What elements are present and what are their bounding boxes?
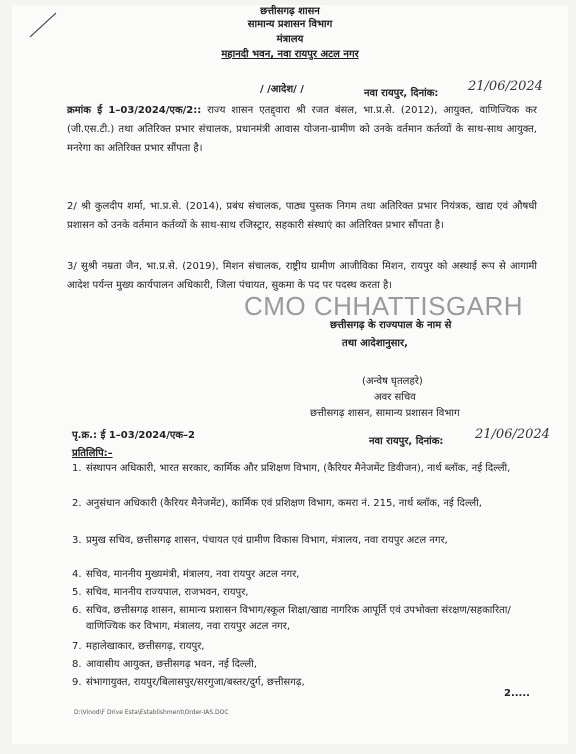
header-department: सामान्य प्रशासन विभाग	[247, 19, 333, 30]
header-govt: छत्तीसगढ़ शासन	[260, 6, 320, 17]
list-item-number: 1.	[72, 463, 82, 474]
list-item-number: 6.	[72, 605, 82, 616]
list-item-text: संस्थापन अधिकारी, भारत सरकार, कार्मिक और प्रशिक्षण विभाग, (कैरियर मैनेजमेंट डिवीजन), नार्थ ब्लॉक, नई दिल्ली,	[86, 463, 511, 474]
endorsement-handwritten-date: 21/06/2024	[475, 427, 550, 442]
governor-line-1: छत्तीसगढ़ के राज्यपाल के नाम से	[330, 320, 452, 331]
endorsement-place-date: नवा रायपुर, दिनांक:	[369, 436, 444, 447]
page-number: 2.....	[504, 688, 530, 699]
list-item-text: महालेखाकार, छत्तीसगढ़, रायपुर,	[86, 641, 205, 652]
list-item-text: आवासीय आयुक्त, छत्तीसगढ़ भवन, नई दिल्ली,	[86, 659, 257, 670]
list-item-number: 3.	[72, 535, 82, 546]
footer-file-path: D:\Vinod\F Drive Esta\Establishment\Order-IAS.DOC	[74, 709, 229, 716]
list-item-text: प्रमुख सचिव, छत्तीसगढ़ शासन, पंचायत एवं ग्रामीण विकास विभाग, मंत्रालय, नवा रायपुर अटल नगर,	[86, 535, 448, 546]
document-page	[12, 5, 568, 744]
header-address: महानदी भवन, नवा रायपुर अटल नगर	[221, 49, 359, 60]
paragraph-3-lead: 3/	[67, 261, 77, 272]
list-item-number: 8.	[72, 659, 82, 670]
signatory-department: छत्तीसगढ़ शासन, सामान्य प्रशासन विभाग	[310, 408, 460, 419]
copy-heading: प्रतिलिपि:–	[72, 448, 113, 459]
paragraph-2-text: श्री कुलदीप शर्मा, भा.प्र.से. (2014), प्रबंध संचालक, पाठ्य पुस्तक निगम तथा अतिरिक्त प्रभार नियंत्रक, खाद्य एवं औषधी प्रशासन को उनके वर्तमान कर्तव्यों के साथ-साथ रजिस्ट्रार, सहकारी संस्थाएं का अतिरिक्त प्रभार सौंपता है।	[67, 201, 537, 231]
list-item-number: 7.	[72, 641, 82, 652]
watermark: CMO CHHATTISGARH	[244, 291, 524, 321]
governor-line-2: तथा आदेशानुसार,	[342, 338, 408, 349]
order-handwritten-date: 21/06/2024	[468, 79, 543, 94]
paragraph-1-lead: क्रमांक ई 1–03/2024/एक/2::	[67, 105, 202, 116]
endorsement-ref: पृ.क्र.: ई 1–03/2024/एक–2	[72, 430, 196, 441]
list-item-text: सचिव, छत्तीसगढ़ शासन, सामान्य प्रशासन विभाग/स्कूल शिक्षा/खाद्य नागरिक आपूर्ति एवं उपभोक्ता संरक्षण/सहकारिता/वाणिज्यिक कर विभाग, मंत्रालय, नवा रायपुर अटल नगर,	[86, 605, 511, 632]
header-ministry: मंत्रालय	[276, 34, 304, 45]
signatory-name: (अन्वेष घृतलहरे)	[362, 376, 423, 387]
signatory-designation: अवर सचिव	[374, 392, 416, 403]
list-item-text: अनुसंधान अधिकारी (कैरियर मैनेजमेंट), कार्मिक एवं प्रशिक्षण विभाग, कमरा नं. 215, नार्थ ब्लॉक, नई दिल्ली,	[86, 498, 482, 509]
list-item-number: 5.	[72, 587, 82, 598]
list-item-text: सचिव, माननीय मुख्यमंत्री, मंत्रालय, नवा रायपुर अटल नगर,	[86, 569, 300, 580]
order-title: / /आदेश/ /	[260, 84, 304, 95]
list-item-number: 9.	[72, 677, 82, 688]
list-item-number: 4.	[72, 569, 82, 580]
paragraph-1-text: राज्य शासन एतद्द्वारा श्री रजत बंसल, भा.प्र.से. (2012), आयुक्त, वाणिज्यिक कर (जी.एस.टी.) तथा अतिरिक्त प्रभार संचालक, प्रधानमंत्री आवास योजना-ग्रामीण को उनके वर्तमान कर्तव्यों के साथ-साथ आयुक्त, मनरेगा का अतिरिक्त प्रभार सौंपता है।	[67, 105, 537, 154]
paragraph-3-text: सुश्री नम्रता जैन, भा.प्र.से. (2019), मिशन संचालक, राष्ट्रीय ग्रामीण आजीविका मिशन, रायपुर को अस्थाई रूप से आगामी आदेश पर्यन्त मुख्य कार्यपालन अधिकारी, जिला पंचायत, सुकमा के पद पर पदस्थ करता है।	[67, 261, 537, 291]
list-item-number: 2.	[72, 498, 82, 509]
paragraph-3	[67, 257, 537, 295]
paragraph-2	[67, 197, 537, 235]
list-item-text: सचिव, माननीय राज्यपाल, राजभवन, रायपुर,	[86, 587, 249, 598]
order-place-date: नवा रायपुर, दिनांक:	[364, 88, 439, 99]
paragraph-1	[67, 101, 537, 158]
list-item-text: संभागायुक्त, रायपुर/बिलासपुर/सरगुजा/बस्तर/दुर्ग, छत्तीसगढ़,	[86, 677, 305, 688]
paragraph-2-lead: 2/	[67, 201, 77, 212]
